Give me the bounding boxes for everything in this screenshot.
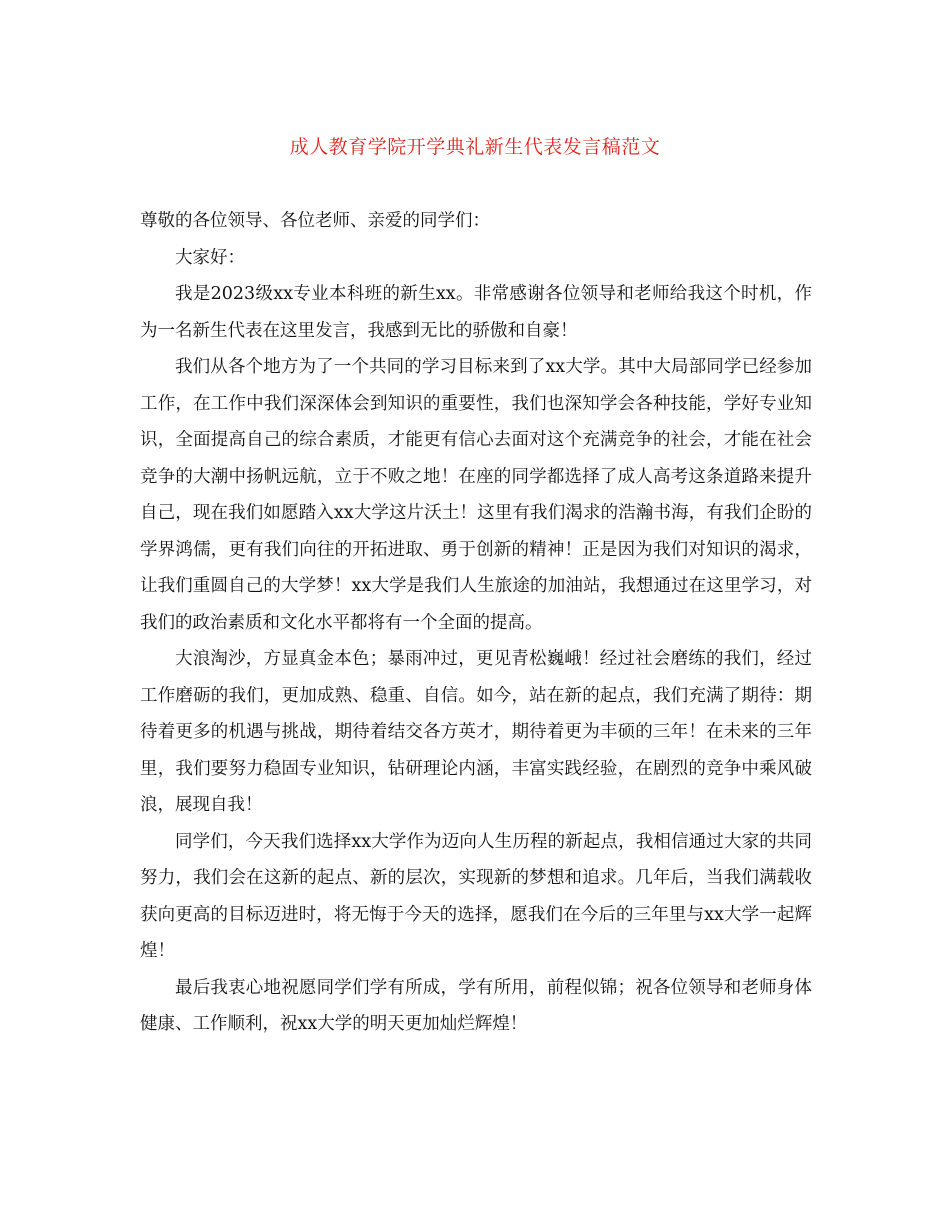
paragraph: 同学们，今天我们选择xx大学作为迈向人生历程的新起点，我相信通过大家的共同努力，我们会在这新的起点、新的层次，实现新的梦想和追求。几年后，当我们满载收获向更高的目标迈进时，将无悔于今天的选择，愿我们在今后的三年里与xx大学一起辉煌！	[140, 831, 812, 961]
paragraph: 我是2023级xx专业本科班的新生xx。非常感谢各位领导和老师给我这个时机，作为一名新生代表在这里发言，我感到无比的骄傲和自豪！	[140, 284, 812, 341]
document-title: 成人教育学院开学典礼新生代表发言稿范文	[289, 136, 661, 158]
paragraph: 大浪淘沙，方显真金本色；暴雨冲过，更见青松巍峨！经过社会磨练的我们，经过工作磨砺的我们，更加成熟、稳重、自信。如今，站在新的起点，我们充满了期待：期待着更多的机遇与挑战，期待着结交各方英才，期待着更为丰硕的三年！在未来的三年里，我们要努力稳固专业知识，钻研理论内涵，丰富实践经验，在剧烈的竞争中乘风破浪，展现自我！	[140, 649, 812, 815]
greeting: 大家好：	[175, 247, 245, 268]
paragraph: 最后我衷心地祝愿同学们学有所成，学有所用，前程似锦；祝各位领导和老师身体健康、工作顺利，祝xx大学的明天更加灿烂辉煌！	[140, 977, 812, 1034]
paragraph: 我们从各个地方为了一个共同的学习目标来到了xx大学。其中大局部同学已经参加工作，在工作中我们深深体会到知识的重要性，我们也深知学会各种技能，学好专业知识，全面提高自己的综合素质，才能更有信心去面对这个充满竞争的社会，才能在社会竞争的大潮中扬帆远航，立于不败之地！在座的同学都选择了成人高考这条道路来提升自己，现在我们如愿踏入xx大学这片沃土！这里有我们渴求的浩瀚书海，有我们企盼的学界鸿儒，更有我们向往的开拓进取、勇于创新的精神！正是因为我们对知识的渴求，让我们重圆自己的大学梦！xx大学是我们人生旅途的加油站，我想通过在这里学习，对我们的政治素质和文化水平都将有一个全面的提高。	[140, 357, 812, 633]
salutation: 尊敬的各位领导、各位老师、亲爱的同学们：	[140, 211, 490, 231]
document-body	[140, 203, 812, 1043]
